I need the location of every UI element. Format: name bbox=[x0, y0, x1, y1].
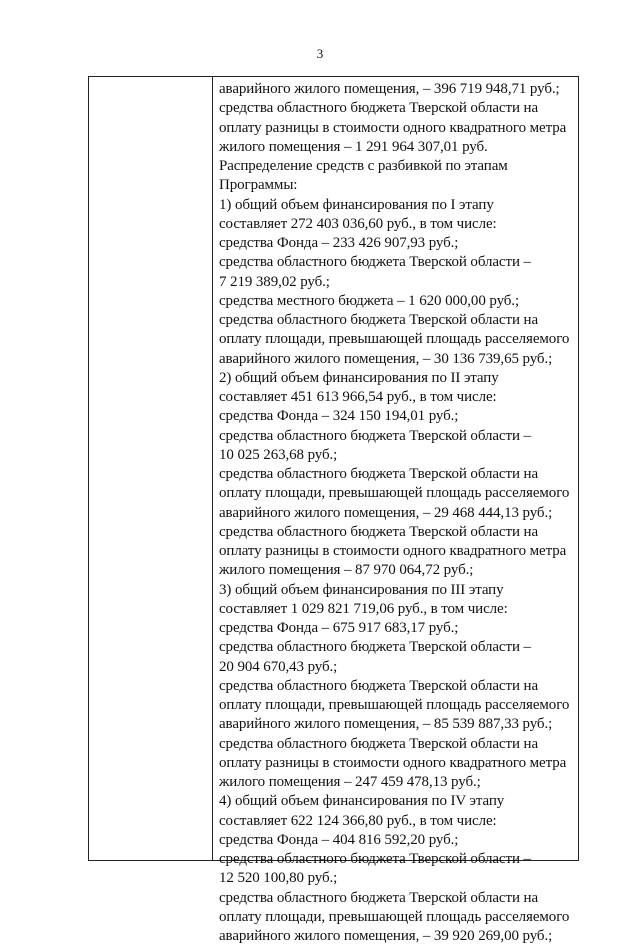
text-line: средства областного бюджета Тверской области на bbox=[219, 523, 539, 540]
text-line: 7 219 389,02 руб.; bbox=[219, 273, 330, 290]
text-line: средства Фонда – 675 917 683,17 руб.; bbox=[219, 620, 459, 636]
text-line: оплату площади, превышающей площадь расселяемого bbox=[219, 908, 570, 925]
text-line: жилого помещения – 247 459 478,13 руб.; bbox=[219, 774, 481, 790]
text-line: 3) общий объем финансирования по III этапу bbox=[219, 581, 504, 598]
text-line: средства областного бюджета Тверской области на bbox=[219, 677, 539, 694]
page-number: 3 bbox=[316, 46, 324, 61]
text-line: 20 904 670,43 руб.; bbox=[219, 658, 338, 675]
text-line: средства областного бюджета Тверской области на bbox=[219, 466, 539, 482]
text-line: составляет 1 029 821 719,06 руб., в том числе: bbox=[219, 600, 508, 617]
document-table bbox=[88, 76, 579, 944]
text-line: средства областного бюджета Тверской области – bbox=[219, 851, 531, 867]
text-line: оплату разницы в стоимости одного квадратного метра bbox=[219, 543, 567, 559]
text-line: аварийного жилого помещения, – 396 719 948,71 руб.; bbox=[219, 81, 560, 97]
text-line: Распределение средств с разбивкой по этапам bbox=[219, 158, 508, 174]
text-line: составляет 272 403 036,60 руб., в том числе: bbox=[219, 215, 497, 232]
text-line: аварийного жилого помещения, – 29 468 444,13 руб.; bbox=[219, 504, 553, 521]
text-line: 10 025 263,68 руб.; bbox=[219, 446, 338, 463]
text-line: 1) общий объем финансирования по I этапу bbox=[219, 196, 494, 213]
text-line: средства областного бюджета Тверской области на bbox=[219, 100, 539, 117]
table-left-cell bbox=[89, 77, 213, 860]
text-line: составляет 451 613 966,54 руб., в том числе: bbox=[219, 389, 497, 405]
text-line: составляет 622 124 366,80 руб., в том числе: bbox=[219, 812, 497, 829]
text-line: оплату площади, превышающей площадь расселяемого bbox=[219, 697, 570, 713]
text-line: оплату площади, превышающей площадь расселяемого bbox=[219, 485, 570, 502]
text-line: 2) общий объем финансирования по II этапу bbox=[219, 369, 499, 386]
text-line: средства Фонда – 324 150 194,01 руб.; bbox=[219, 408, 459, 425]
text-line: 4) общий объем финансирования по IV этапу bbox=[219, 793, 505, 810]
text-line: средства Фонда – 404 816 592,20 руб.; bbox=[219, 831, 459, 848]
text-line: жилого помещения – 87 970 064,72 руб.; bbox=[219, 562, 474, 579]
text-line: средства областного бюджета Тверской области – bbox=[219, 639, 531, 656]
text-line: аварийного жилого помещения, – 30 136 739,65 руб.; bbox=[219, 350, 553, 367]
text-line: средства областного бюджета Тверской области – bbox=[219, 427, 531, 444]
text-line: аварийного жилого помещения, – 39 920 269,00 руб.; bbox=[219, 928, 553, 944]
text-line: средства областного бюджета Тверской области на bbox=[219, 735, 539, 752]
text-line: Программы: bbox=[219, 177, 298, 194]
text-line: средства Фонда – 233 426 907,93 руб.; bbox=[219, 235, 459, 251]
text-line: жилого помещения – 1 291 964 307,01 руб. bbox=[219, 138, 488, 155]
text-line: аварийного жилого помещения, – 85 539 887,33 руб.; bbox=[219, 716, 553, 733]
text-line: средства областного бюджета Тверской области на bbox=[219, 312, 539, 328]
table-right-cell bbox=[219, 80, 577, 946]
text-line: оплату площади, превышающей площадь расселяемого bbox=[219, 331, 570, 348]
text-line: средства областного бюджета Тверской области – bbox=[219, 254, 531, 271]
text-line: средства местного бюджета – 1 620 000,00 руб.; bbox=[219, 292, 520, 309]
text-line: оплату разницы в стоимости одного квадратного метра bbox=[219, 754, 567, 771]
text-line: средства областного бюджета Тверской области на bbox=[219, 889, 539, 906]
text-line: 12 520 100,80 руб.; bbox=[219, 870, 338, 887]
text-line: оплату разницы в стоимости одного квадратного метра bbox=[219, 119, 567, 136]
